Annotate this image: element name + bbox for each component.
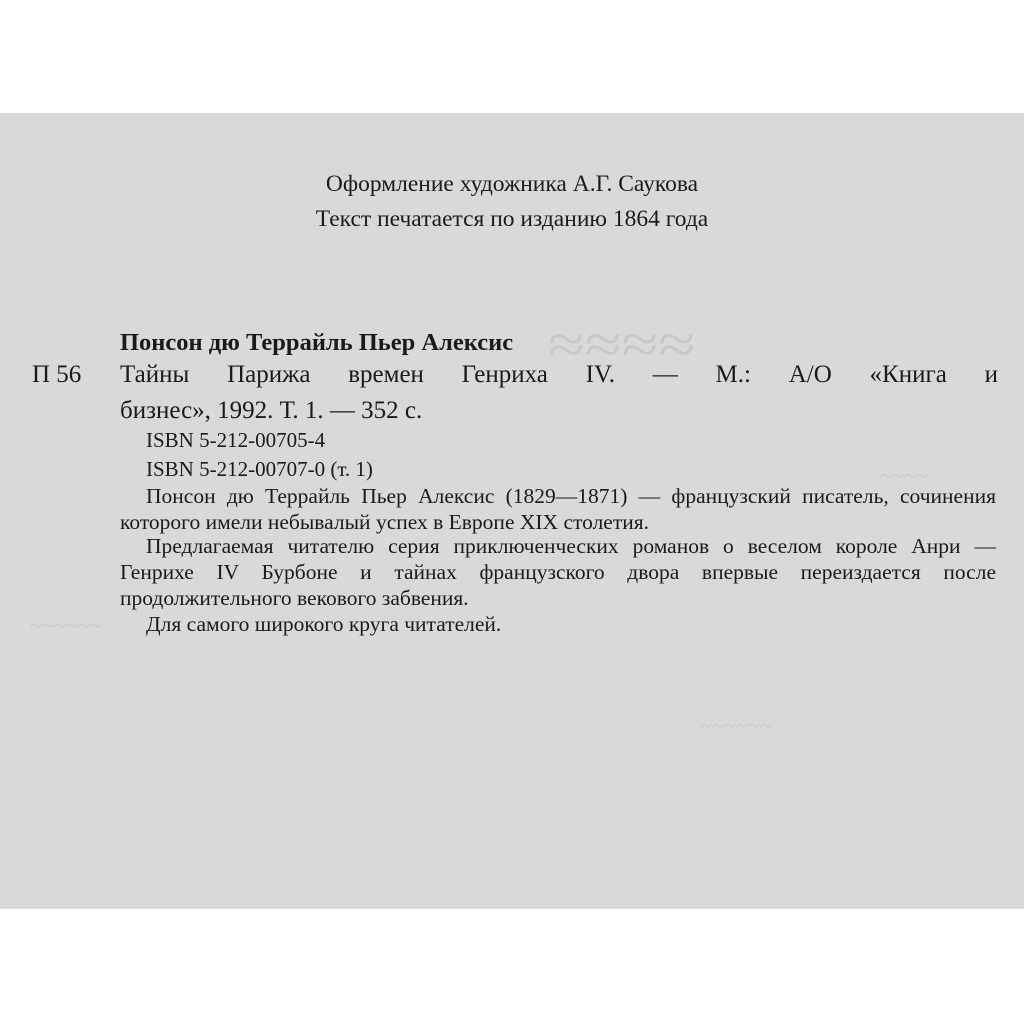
bleed-through-texture: ~~~~ [880, 463, 928, 488]
series-annotation: Предлагаемая читателю серия приключенческих романов о веселом короле Анри — Генрихе IV Бурбоне и тайнах французского двора впервые переиздается после продолжительного векового забвения. [120, 534, 996, 610]
bleed-through-texture: ~~~~~~ [30, 613, 102, 638]
bleed-through-texture: ≈≈≈≈ [547, 314, 696, 376]
bibliographic-title-line: Тайны Парижа времен Генриха IV. — М.: А/О «Книга и [120, 361, 998, 388]
book-page [0, 113, 1024, 909]
bibliographic-title-line: бизнес», 1992. Т. 1. — 352 с. [120, 397, 423, 424]
bleed-through-texture: ~~~~~~ [700, 713, 772, 738]
source-edition-note: Текст печатается по изданию 1864 года [315, 206, 709, 232]
catalog-code: П 56 [32, 361, 82, 388]
design-credit: Оформление художника А.Г. Саукова [325, 171, 699, 197]
author-annotation: Понсон дю Террайль Пьер Алексис (1829—1871) — французский писатель, сочинения которого имели небывалый успех в Европе XIX столетия. [120, 484, 996, 534]
isbn-volume: ISBN 5-212-00707-0 (т. 1) [146, 457, 373, 481]
audience-note: Для самого широкого круга читателей. [146, 612, 502, 636]
author-heading: Понсон дю Террайль Пьер Алексис [120, 329, 514, 356]
isbn-series: ISBN 5-212-00705-4 [146, 428, 326, 452]
